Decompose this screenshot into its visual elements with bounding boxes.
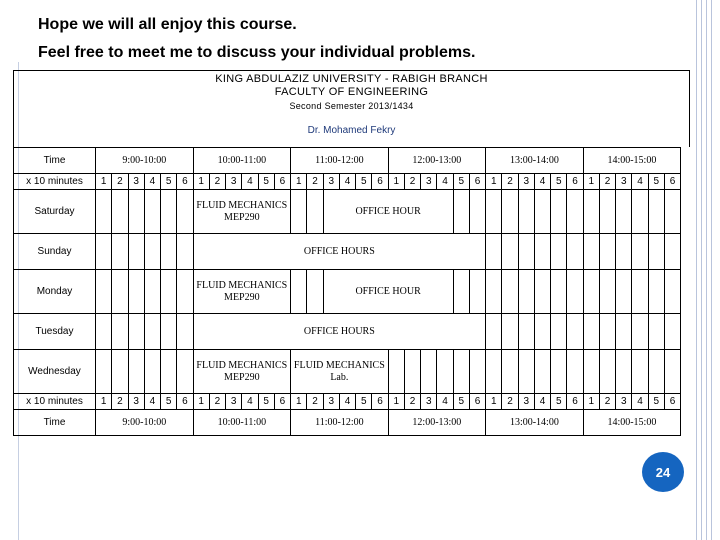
empty-slot [599,314,615,350]
hour-range: 9:00-10:00 [96,148,194,174]
slot-number: 2 [502,394,518,410]
empty-slot [96,314,112,350]
empty-slot [648,350,664,394]
empty-slot [437,350,453,394]
empty-slot [534,350,550,394]
schedule-event: FLUID MECHANICS MEP290 [193,270,291,314]
right-decorative-stripes [692,0,720,540]
empty-slot [144,234,160,270]
empty-slot [453,190,469,234]
empty-slot [177,234,193,270]
slot-number: 4 [242,394,258,410]
hour-range: 14:00-15:00 [583,410,681,436]
day-name: Monday [14,270,96,314]
slot-number: 2 [209,394,225,410]
empty-slot [648,270,664,314]
empty-slot [616,270,632,314]
empty-slot [664,190,680,234]
slot-number: 6 [274,174,290,190]
slot-number: 3 [616,174,632,190]
schedule-event: FLUID MECHANICS Lab. [291,350,389,394]
empty-slot [469,190,485,234]
slide-line-1: Hope we will all enjoy this course. [38,16,297,33]
slot-number: 5 [453,174,469,190]
schedule-event: FLUID MECHANICS MEP290 [193,190,291,234]
slot-number: 5 [648,394,664,410]
empty-slot [144,314,160,350]
slot-number: 5 [356,394,372,410]
slot-number: 5 [551,394,567,410]
hour-range: 11:00-12:00 [291,410,389,436]
empty-slot [177,190,193,234]
slot-number: 1 [193,174,209,190]
hour-range: 12:00-13:00 [388,410,486,436]
hour-range: 13:00-14:00 [486,148,584,174]
schedule-event: OFFICE HOURS [193,234,486,270]
empty-slot [632,234,648,270]
empty-slot [502,314,518,350]
schedule-header [13,70,690,147]
slot-number: 4 [339,174,355,190]
empty-slot [161,190,177,234]
empty-slot [599,350,615,394]
slot-number: 1 [193,394,209,410]
slot-number: 2 [404,394,420,410]
empty-slot [599,190,615,234]
slot-number: 4 [144,174,160,190]
empty-slot [583,350,599,394]
empty-slot [648,314,664,350]
empty-slot [486,314,502,350]
slot-number: 1 [583,394,599,410]
slot-number: 3 [128,394,144,410]
empty-slot [112,234,128,270]
empty-slot [161,350,177,394]
empty-slot [599,234,615,270]
slot-number: 3 [421,394,437,410]
empty-slot [551,314,567,350]
empty-slot [96,270,112,314]
empty-slot [112,190,128,234]
slot-number: 4 [242,174,258,190]
empty-slot [404,350,420,394]
faculty-name: FACULTY OF ENGINEERING [274,86,429,98]
empty-slot [518,190,534,234]
schedule-event: OFFICE HOUR [323,270,453,314]
empty-slot [567,350,583,394]
hour-range: 11:00-12:00 [291,148,389,174]
empty-slot [486,350,502,394]
empty-slot [486,270,502,314]
slot-number: 3 [323,174,339,190]
minutes-row [14,174,681,190]
slot-number: 3 [128,174,144,190]
minutes-label: x 10 minutes [14,394,96,410]
empty-slot [632,314,648,350]
empty-slot [567,270,583,314]
empty-slot [388,350,404,394]
hour-range: 14:00-15:00 [583,148,681,174]
empty-slot [96,190,112,234]
empty-slot [583,314,599,350]
slot-number: 2 [599,174,615,190]
slot-number: 6 [274,394,290,410]
empty-slot [112,270,128,314]
empty-slot [518,270,534,314]
empty-slot [421,350,437,394]
slot-number: 3 [226,174,242,190]
slot-number: 4 [534,174,550,190]
slot-number: 2 [502,174,518,190]
slot-number: 3 [421,174,437,190]
empty-slot [469,270,485,314]
slot-number: 6 [177,174,193,190]
empty-slot [616,314,632,350]
slot-number: 5 [258,174,274,190]
minutes-row [14,394,681,410]
slot-number: 5 [258,394,274,410]
day-name: Saturday [14,190,96,234]
slot-number: 2 [599,394,615,410]
time-row [14,148,681,174]
slot-number: 2 [112,174,128,190]
page-number-badge: 24 [642,452,684,492]
schedule-event: FLUID MECHANICS MEP290 [193,350,291,394]
empty-slot [161,234,177,270]
slot-number: 6 [567,174,583,190]
slot-number: 1 [388,174,404,190]
instructor-name: Dr. Mohamed Fekry [307,125,396,136]
slot-number: 4 [339,394,355,410]
day-row [14,234,681,270]
empty-slot [502,234,518,270]
empty-slot [534,270,550,314]
slot-number: 1 [583,174,599,190]
day-name: Sunday [14,234,96,270]
slot-number: 5 [161,394,177,410]
empty-slot [128,270,144,314]
slot-number: 1 [486,174,502,190]
schedule-event: OFFICE HOURS [193,314,486,350]
empty-slot [112,314,128,350]
slot-number: 6 [469,174,485,190]
minutes-label: x 10 minutes [14,174,96,190]
slot-number: 6 [664,394,680,410]
empty-slot [567,314,583,350]
empty-slot [518,234,534,270]
schedule-event: OFFICE HOUR [323,190,453,234]
time-label: Time [14,410,96,436]
empty-slot [502,270,518,314]
empty-slot [664,270,680,314]
empty-slot [583,234,599,270]
empty-slot [551,190,567,234]
slot-number: 2 [404,174,420,190]
time-label: Time [14,148,96,174]
slot-number: 4 [632,174,648,190]
slot-number: 4 [534,394,550,410]
day-name: Tuesday [14,314,96,350]
empty-slot [307,270,323,314]
empty-slot [583,190,599,234]
empty-slot [502,190,518,234]
semester-label: Second Semester 2013/1434 [289,101,414,111]
empty-slot [112,350,128,394]
university-name: KING ABDULAZIZ UNIVERSITY - RABIGH BRANCH [215,73,488,85]
slot-number: 1 [486,394,502,410]
hour-range: 10:00-11:00 [193,148,291,174]
empty-slot [144,190,160,234]
empty-slot [551,234,567,270]
day-row [14,350,681,394]
slot-number: 1 [96,174,112,190]
empty-slot [583,270,599,314]
empty-slot [534,314,550,350]
empty-slot [534,190,550,234]
slot-number: 5 [356,174,372,190]
slide-line-2: Feel free to meet me to discuss your individual problems. [38,44,476,61]
day-name: Wednesday [14,350,96,394]
empty-slot [616,190,632,234]
slot-number: 5 [161,174,177,190]
empty-slot [632,270,648,314]
empty-slot [502,350,518,394]
slot-number: 1 [291,394,307,410]
slot-number: 3 [518,394,534,410]
slot-number: 6 [469,394,485,410]
slot-number: 2 [112,394,128,410]
empty-slot [518,350,534,394]
slot-number: 5 [453,394,469,410]
slot-number: 5 [551,174,567,190]
empty-slot [616,234,632,270]
slot-number: 1 [96,394,112,410]
empty-slot [632,190,648,234]
empty-slot [664,314,680,350]
empty-slot [632,350,648,394]
hour-range: 12:00-13:00 [388,148,486,174]
empty-slot [291,270,307,314]
empty-slot [486,234,502,270]
empty-slot [144,350,160,394]
empty-slot [551,350,567,394]
empty-slot [534,234,550,270]
schedule-table-box [13,70,690,445]
day-row [14,314,681,350]
slot-number: 6 [567,394,583,410]
empty-slot [453,350,469,394]
empty-slot [648,234,664,270]
slot-number: 4 [437,394,453,410]
empty-slot [567,190,583,234]
schedule-table [13,147,681,436]
empty-slot [664,234,680,270]
slot-number: 5 [648,174,664,190]
slot-number: 3 [518,174,534,190]
empty-slot [128,314,144,350]
empty-slot [616,350,632,394]
empty-slot [177,314,193,350]
empty-slot [161,314,177,350]
empty-slot [144,270,160,314]
slot-number: 6 [372,174,388,190]
time-row [14,410,681,436]
empty-slot [96,234,112,270]
empty-slot [161,270,177,314]
empty-slot [567,234,583,270]
slot-number: 3 [323,394,339,410]
empty-slot [307,190,323,234]
day-row [14,190,681,234]
empty-slot [469,350,485,394]
slot-number: 1 [291,174,307,190]
empty-slot [177,270,193,314]
empty-slot [453,270,469,314]
day-row [14,270,681,314]
slot-number: 2 [307,174,323,190]
hour-range: 13:00-14:00 [486,410,584,436]
slot-number: 2 [307,394,323,410]
slot-number: 2 [209,174,225,190]
slot-number: 6 [372,394,388,410]
slot-number: 4 [144,394,160,410]
slot-number: 4 [632,394,648,410]
slot-number: 6 [177,394,193,410]
empty-slot [551,270,567,314]
hour-range: 10:00-11:00 [193,410,291,436]
empty-slot [648,190,664,234]
empty-slot [177,350,193,394]
empty-slot [518,314,534,350]
slot-number: 3 [616,394,632,410]
empty-slot [96,350,112,394]
hour-range: 9:00-10:00 [96,410,194,436]
empty-slot [128,190,144,234]
empty-slot [486,190,502,234]
empty-slot [128,234,144,270]
slot-number: 4 [437,174,453,190]
slot-number: 6 [664,174,680,190]
slot-number: 1 [388,394,404,410]
slot-number: 3 [226,394,242,410]
empty-slot [128,350,144,394]
empty-slot [599,270,615,314]
empty-slot [291,190,307,234]
empty-slot [664,350,680,394]
